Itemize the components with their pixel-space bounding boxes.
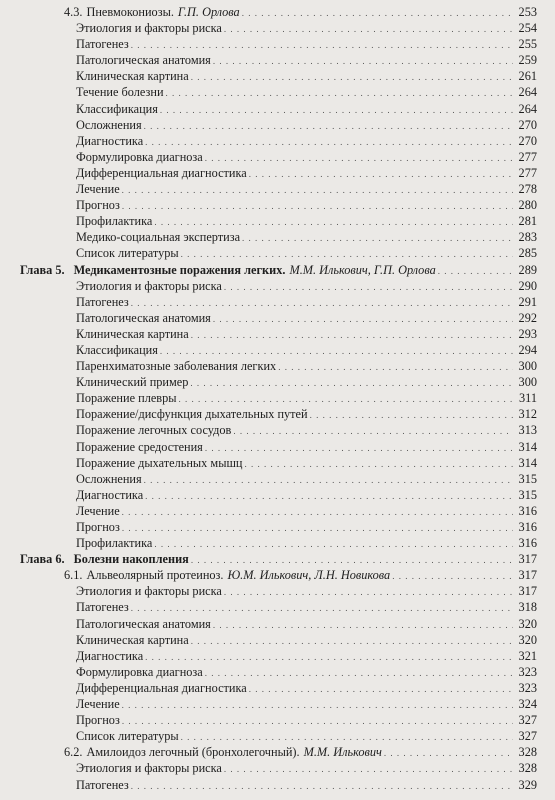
toc-entry-title: Список литературы [76, 729, 179, 744]
toc-row [0, 471, 555, 487]
toc-entry-page-number: 253 [518, 5, 537, 19]
toc-entry-title: Альвеолярный протеиноз. [86, 568, 224, 583]
toc-row [0, 181, 555, 197]
toc-subsection-entry [76, 390, 537, 407]
dot-leader [205, 149, 513, 166]
toc-subsection-entry [76, 229, 537, 246]
toc-row [0, 84, 555, 100]
toc-entry-page-number: 264 [518, 85, 537, 100]
toc-entry-title: Поражение/дисфункция дыхательных путей [76, 407, 308, 422]
toc-subsection-entry [76, 439, 537, 456]
toc-row [0, 439, 555, 455]
toc-subsection-entry [76, 84, 537, 101]
toc-entry-title: Медико-социальная экспертиза [76, 230, 241, 245]
toc-subsection-entry [76, 664, 537, 681]
toc-row [0, 406, 555, 422]
toc-entry-title: Прогноз [76, 520, 120, 534]
dot-leader [122, 181, 513, 198]
toc-entry-title: Этиология и факторы риска [76, 278, 222, 293]
toc-entry-page-number: 313 [518, 423, 537, 438]
dot-leader [154, 535, 513, 552]
toc-row [0, 262, 555, 278]
toc-subsection-entry [76, 519, 537, 536]
dot-leader [245, 455, 513, 472]
toc-entry-number: 4.3. [64, 5, 83, 19]
toc-subsection-entry [76, 245, 537, 262]
toc-entry-title: Поражение плевры [76, 391, 177, 406]
toc-entry-number: 6.1. [64, 568, 83, 583]
toc-entry-title: Клиническая картина [76, 69, 189, 84]
toc-subsection-entry [76, 422, 537, 439]
toc-row [0, 616, 555, 632]
dot-leader [310, 406, 513, 423]
toc-section-entry [64, 744, 537, 761]
toc-entry-title: Осложнения [76, 117, 142, 132]
toc-subsection-entry [76, 777, 537, 794]
dot-leader [181, 728, 513, 745]
toc-subsection-entry [76, 728, 537, 745]
toc-entry-page-number: 285 [518, 246, 537, 261]
toc-entry-page-number: 300 [518, 359, 537, 374]
toc-entry-title: Клиническая картина [76, 326, 189, 341]
dot-leader [160, 101, 513, 118]
dot-leader [224, 20, 513, 37]
dot-leader [181, 245, 513, 262]
toc-row [0, 503, 555, 519]
dot-leader [213, 616, 513, 633]
toc-entry-authors: Г.П. Орлова [177, 5, 240, 19]
dot-leader [249, 680, 513, 697]
toc-entry-title: Течение болезни [76, 85, 164, 100]
dot-leader [191, 632, 513, 649]
toc-row [0, 149, 555, 165]
dot-leader [392, 567, 513, 584]
toc-subsection-entry [76, 760, 537, 777]
dot-leader [191, 68, 513, 85]
toc-subsection-entry [76, 20, 537, 37]
toc-entry-title: Медикаментозные поражения легких. [73, 262, 286, 277]
toc-row [0, 680, 555, 696]
table-of-contents [0, 4, 555, 793]
dot-leader [122, 503, 513, 520]
dot-leader [384, 744, 513, 761]
dot-leader [249, 165, 513, 182]
dot-leader [122, 712, 513, 729]
toc-entry-title: Лечение [76, 182, 120, 197]
dot-leader [144, 471, 513, 488]
dot-leader [145, 487, 513, 504]
toc-subsection-entry [76, 101, 537, 118]
toc-row [0, 664, 555, 680]
toc-entry-page-number: 315 [518, 471, 537, 486]
toc-row [0, 101, 555, 117]
toc-subsection-entry [76, 36, 537, 53]
dot-leader [122, 197, 513, 214]
toc-row [0, 390, 555, 406]
toc-row [0, 358, 555, 374]
toc-entry-page-number: 264 [518, 101, 537, 116]
toc-entry-page-number: 312 [518, 407, 537, 422]
toc-entry-page-number: 281 [518, 214, 537, 229]
dot-leader [122, 696, 513, 713]
dot-leader [242, 4, 513, 21]
toc-entry-page-number: 318 [518, 600, 537, 615]
toc-entry-authors: М.М. Илькович, Г.П. Орлова [289, 262, 436, 277]
dot-leader [233, 422, 513, 439]
toc-entry-page-number: 254 [518, 21, 537, 36]
toc-row [0, 583, 555, 599]
toc-row [0, 342, 555, 358]
toc-entry-page-number: 259 [518, 53, 537, 68]
toc-row [0, 632, 555, 648]
toc-entry-title: Диагностика [76, 648, 144, 663]
toc-entry-number: Глава 5. [20, 262, 65, 277]
toc-row [0, 133, 555, 149]
toc-entry-title: Диагностика [76, 133, 144, 148]
toc-subsection-entry [76, 599, 537, 616]
dot-leader [131, 599, 513, 616]
toc-entry-title: Классификация [76, 101, 158, 116]
toc-entry-page-number: 292 [518, 310, 537, 325]
toc-subsection-entry [76, 181, 537, 198]
toc-chapter-entry [20, 262, 537, 279]
toc-entry-page-number: 314 [518, 455, 537, 470]
toc-entry-authors: М.М. Илькович [303, 745, 382, 760]
toc-entry-title: Поражение легочных сосудов [76, 423, 232, 438]
toc-entry-page-number: 289 [518, 262, 537, 277]
toc-row [0, 728, 555, 744]
dot-leader [224, 583, 513, 600]
toc-subsection-entry [76, 648, 537, 665]
toc-entry-title: Диагностика [76, 487, 144, 502]
toc-entry-title: Осложнения [76, 471, 142, 486]
dot-leader [145, 133, 513, 150]
toc-chapter-entry [20, 551, 537, 568]
toc-entry-page-number: 291 [518, 294, 537, 309]
toc-entry-page-number: 316 [518, 503, 537, 518]
toc-entry-page-number: 327 [518, 713, 537, 728]
toc-row [0, 535, 555, 551]
toc-row [0, 213, 555, 229]
toc-subsection-entry [76, 632, 537, 649]
toc-entry-title: Формулировка диагноза [76, 664, 203, 679]
toc-entry-title: Патологическая анатомия [76, 310, 211, 325]
toc-entry-title: Дифференциальная диагностика [76, 680, 247, 695]
dot-leader [205, 439, 513, 456]
toc-entry-page-number: 277 [518, 149, 537, 164]
toc-entry-title: Профилактика [76, 214, 153, 229]
toc-entry-number: Глава 6. [20, 552, 65, 567]
dot-leader [154, 213, 513, 230]
toc-entry-title: Клиническая картина [76, 632, 189, 647]
toc-subsection-entry [76, 455, 537, 472]
toc-entry-page-number: 315 [518, 487, 537, 502]
toc-subsection-entry [76, 358, 537, 375]
toc-entry-title: Патогенез [76, 600, 129, 615]
toc-entry-page-number: 328 [518, 745, 537, 760]
toc-entry-page-number: 283 [518, 230, 537, 245]
toc-subsection-entry [76, 342, 537, 359]
toc-row [0, 36, 555, 52]
toc-entry-page-number: 278 [518, 182, 537, 197]
toc-entry-title: Патологическая анатомия [76, 53, 211, 68]
toc-entry-page-number: 300 [518, 375, 537, 390]
toc-subsection-entry [76, 487, 537, 504]
toc-entry-title: Паренхиматозные заболевания легких [76, 359, 277, 374]
toc-entry-page-number: 314 [518, 439, 537, 454]
toc-entry-title: Этиология и факторы риска [76, 761, 222, 776]
toc-entry-page-number: 323 [518, 680, 537, 695]
dot-leader [213, 52, 513, 69]
toc-subsection-entry [76, 374, 537, 391]
dot-leader [205, 664, 513, 681]
toc-row [0, 20, 555, 36]
toc-row [0, 760, 555, 776]
toc-entry-title: Амилоидоз легочный (бронхолегочный). [86, 745, 300, 760]
dot-leader [224, 278, 513, 295]
toc-row [0, 310, 555, 326]
toc-subsection-entry [76, 213, 537, 230]
toc-entry-page-number: 317 [518, 568, 537, 583]
toc-subsection-entry [76, 535, 537, 552]
dot-leader [131, 36, 513, 53]
toc-row [0, 245, 555, 261]
toc-entry-title: Поражение дыхательных мышц [76, 455, 243, 470]
toc-section-entry [64, 4, 537, 21]
toc-row [0, 278, 555, 294]
toc-row [0, 422, 555, 438]
dot-leader [160, 342, 513, 359]
toc-entry-page-number: 294 [518, 342, 537, 357]
toc-entry-title: Патогенез [76, 294, 129, 309]
toc-entry-page-number: 323 [518, 664, 537, 679]
dot-leader [131, 777, 513, 794]
dot-leader [144, 117, 513, 134]
toc-row [0, 696, 555, 712]
toc-row [0, 712, 555, 728]
toc-entry-page-number: 280 [518, 198, 537, 213]
toc-row [0, 599, 555, 615]
toc-entry-page-number: 316 [518, 520, 537, 534]
dot-leader [191, 551, 513, 568]
dot-leader [242, 229, 513, 246]
toc-entry-title: Пневмокониозы. [86, 5, 174, 19]
dot-leader [179, 390, 513, 407]
toc-section-entry [64, 567, 537, 584]
toc-entry-page-number: 270 [518, 133, 537, 148]
toc-entry-title: Патогенез [76, 37, 129, 52]
toc-row [0, 229, 555, 245]
toc-entry-title: Профилактика [76, 536, 153, 551]
toc-entry-page-number: 321 [518, 648, 537, 663]
toc-entry-title: Патологическая анатомия [76, 616, 211, 631]
toc-subsection-entry [76, 68, 537, 85]
toc-entry-title: Клинический пример [76, 375, 189, 390]
dot-leader [145, 648, 513, 665]
toc-entry-page-number: 261 [518, 69, 537, 84]
toc-entry-title: Дифференциальная диагностика [76, 165, 247, 180]
toc-entry-page-number: 293 [518, 326, 537, 341]
toc-entry-page-number: 316 [518, 536, 537, 551]
toc-entry-page-number: 317 [518, 584, 537, 599]
toc-entry-title: Формулировка диагноза [76, 149, 203, 164]
toc-subsection-entry [76, 197, 537, 214]
dot-leader [278, 358, 513, 375]
toc-entry-title: Список литературы [76, 246, 179, 261]
toc-subsection-entry [76, 294, 537, 311]
dot-leader [213, 310, 513, 327]
toc-row [0, 455, 555, 471]
toc-entry-title: Поражение средостения [76, 439, 203, 454]
toc-row [0, 551, 555, 567]
toc-row [0, 117, 555, 133]
toc-row [0, 567, 555, 583]
toc-subsection-entry [76, 326, 537, 343]
toc-entry-title: Прогноз [76, 713, 120, 728]
toc-entry-title: Болезни накопления [73, 552, 189, 567]
toc-row [0, 744, 555, 760]
toc-row [0, 68, 555, 84]
toc-entry-page-number: 317 [518, 552, 537, 567]
toc-row [0, 648, 555, 664]
toc-subsection-entry [76, 583, 537, 600]
toc-subsection-entry [76, 52, 537, 69]
toc-entry-title: Лечение [76, 503, 120, 518]
toc-entry-title: Лечение [76, 697, 120, 712]
toc-subsection-entry [76, 503, 537, 520]
toc-row [0, 519, 555, 535]
dot-leader [438, 262, 513, 279]
toc-entry-page-number: 270 [518, 117, 537, 132]
toc-entry-title: Патогенез [76, 777, 129, 792]
toc-entry-page-number: 327 [518, 729, 537, 744]
toc-row [0, 294, 555, 310]
toc-entry-page-number: 320 [518, 616, 537, 631]
toc-entry-page-number: 290 [518, 278, 537, 293]
toc-subsection-entry [76, 712, 537, 729]
toc-subsection-entry [76, 278, 537, 295]
toc-entry-title: Классификация [76, 342, 158, 357]
toc-entry-authors: Ю.М. Илькович, Л.Н. Новикова [227, 568, 391, 583]
toc-subsection-entry [76, 165, 537, 182]
toc-row [0, 487, 555, 503]
dot-leader [190, 374, 513, 391]
dot-leader [166, 84, 513, 101]
toc-row [0, 165, 555, 181]
toc-subsection-entry [76, 616, 537, 633]
toc-entry-title: Этиология и факторы риска [76, 21, 222, 36]
toc-entry-page-number: 320 [518, 632, 537, 647]
toc-row [0, 777, 555, 793]
toc-subsection-entry [76, 133, 537, 150]
toc-entry-page-number: 311 [519, 391, 537, 406]
toc-entry-page-number: 255 [518, 37, 537, 52]
toc-subsection-entry [76, 310, 537, 327]
dot-leader [224, 760, 513, 777]
dot-leader [191, 326, 513, 343]
dot-leader [131, 294, 513, 311]
toc-subsection-entry [76, 680, 537, 697]
toc-entry-page-number: 329 [518, 777, 537, 792]
toc-entry-number: 6.2. [64, 745, 83, 760]
toc-row [0, 326, 555, 342]
toc-subsection-entry [76, 117, 537, 134]
toc-row [0, 4, 555, 20]
toc-entry-page-number: 277 [518, 165, 537, 180]
dot-leader [122, 519, 513, 536]
toc-row [0, 197, 555, 213]
toc-subsection-entry [76, 406, 537, 423]
toc-entry-title: Прогноз [76, 198, 120, 213]
toc-row [0, 374, 555, 390]
toc-subsection-entry [76, 471, 537, 488]
toc-entry-title: Этиология и факторы риска [76, 584, 222, 599]
toc-entry-page-number: 328 [518, 761, 537, 776]
toc-row [0, 52, 555, 68]
toc-subsection-entry [76, 149, 537, 166]
toc-entry-page-number: 324 [518, 697, 537, 712]
toc-subsection-entry [76, 696, 537, 713]
